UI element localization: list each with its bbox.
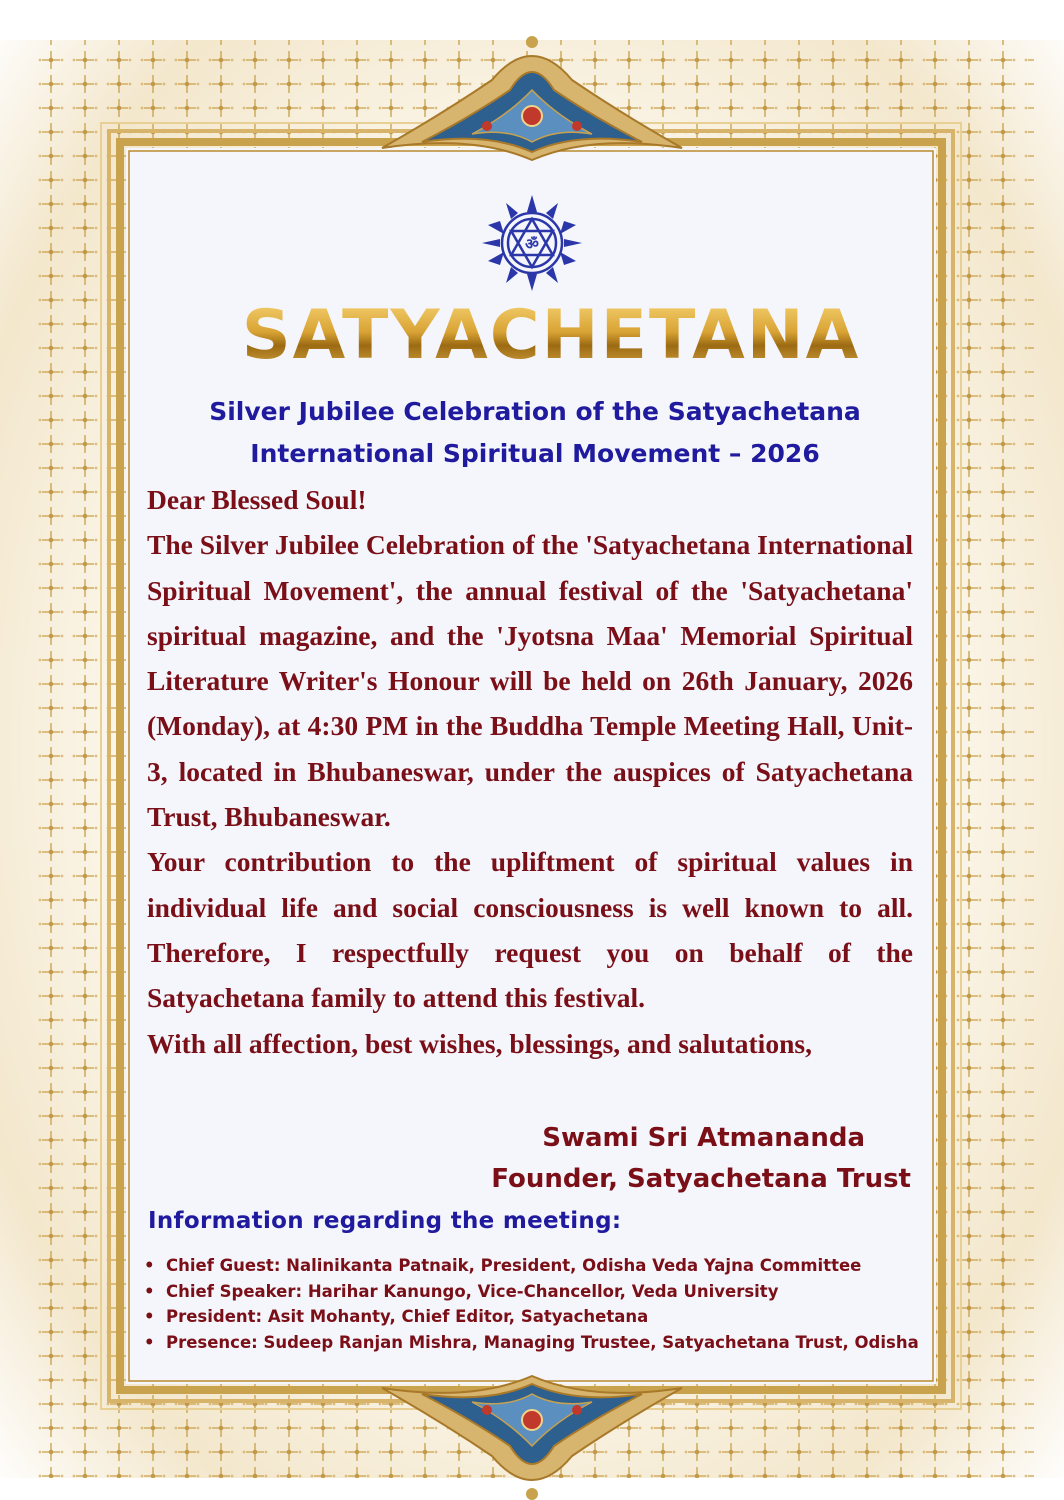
info-heading: Information regarding the meeting: bbox=[148, 1208, 622, 1234]
star-of-david-om-icon bbox=[478, 193, 586, 293]
bullet-icon: • bbox=[144, 1256, 155, 1275]
letter-greeting: Dear Blessed Soul! bbox=[147, 484, 367, 515]
list-item bbox=[140, 1330, 919, 1356]
letter-closing: With all affection, best wishes, blessings, and salutations, bbox=[147, 1027, 812, 1059]
info-item-text: Chief Speaker: Harihar Kanungo, Vice-Chancellor, Veda University bbox=[166, 1281, 779, 1301]
info-list bbox=[140, 1253, 919, 1355]
bullet-icon: • bbox=[144, 1281, 155, 1301]
letter-paragraph-1: The Silver Jubilee Celebration of the 'Satyachetana International Spiritual Movement', the annual festival of the 'Satyachetana' spiritual magazine, and the 'Jyotsna Maa' Memorial Spiritual Literature Writer's Honour will be held on 26th January, 2026 (Monday), at 4:30 PM in the Buddha Temple Meeting Hall, Unit-3, located in Bhubaneswar, under the auspices of Satyachetana Trust, Bhubaneswar. bbox=[147, 529, 913, 833]
bullet-icon: • bbox=[144, 1307, 155, 1326]
list-item bbox=[140, 1304, 919, 1330]
signature-block bbox=[400, 1118, 911, 1200]
svg-text:ॐ: ॐ bbox=[525, 235, 539, 253]
signatory-name: Swami Sri Atmananda bbox=[542, 1123, 865, 1153]
info-item-text: Presence: Sudeep Ranjan Mishra, Managing Trustee, Satyachetana Trust, Odisha bbox=[166, 1332, 919, 1352]
letter-paragraph-2: Your contribution to the upliftment of spiritual values in individual life and social consciousness is well known to all. Therefore, I respectfully request you on behalf of the Satyachetana family to attend this festival. bbox=[147, 846, 913, 1014]
info-item-text: Chief Guest: Nalinikanta Patnaik, President, Odisha Veda Yajna Committee bbox=[166, 1256, 862, 1275]
info-item-text: President: Asit Mohanty, Chief Editor, Satyachetana bbox=[166, 1307, 649, 1326]
bullet-icon: • bbox=[144, 1332, 155, 1352]
event-headline bbox=[140, 391, 930, 475]
signatory-title: Founder, Satyachetana Trust bbox=[491, 1164, 911, 1194]
brand-title: SATYACHETANA bbox=[126, 296, 976, 376]
list-item bbox=[140, 1279, 919, 1305]
list-item bbox=[140, 1253, 919, 1279]
headline-line-1: Silver Jubilee Celebration of the Satyachetana bbox=[209, 397, 861, 426]
headline-line-2: International Spiritual Movement – 2026 bbox=[250, 439, 820, 468]
letter-body bbox=[147, 477, 913, 1066]
